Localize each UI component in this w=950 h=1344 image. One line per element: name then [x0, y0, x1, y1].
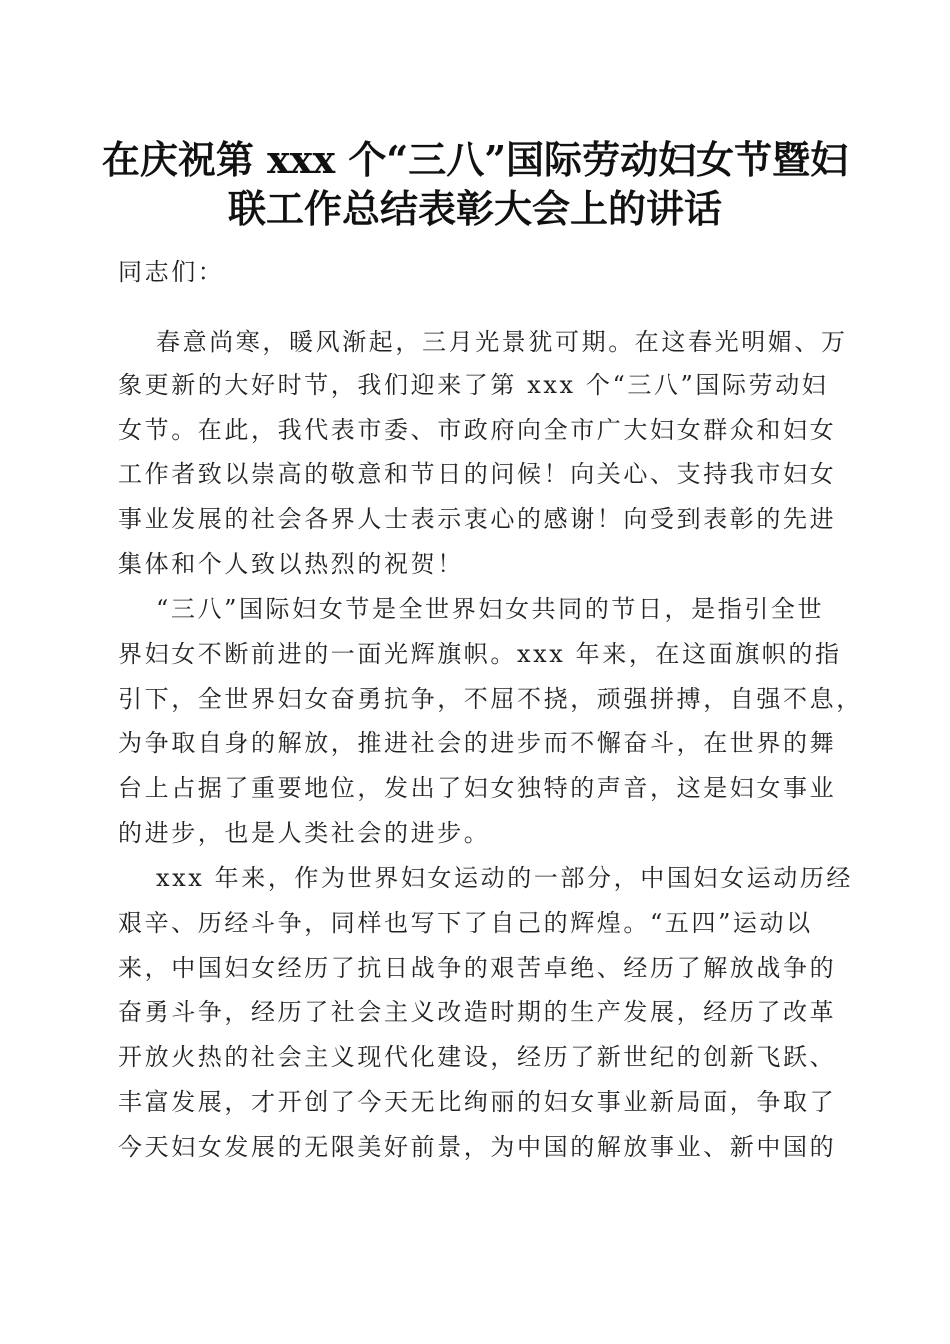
paragraph-2-line-1: “三八”国际妇女节是全世界妇女共同的节日，是指引全世: [156, 595, 825, 623]
paragraph-1-line-5: 事业发展的社会各界人士表示衷心的感谢！向受到表彰的先进: [118, 505, 837, 533]
document-title-line-2: 联工作总结表彰大会上的讲话: [227, 186, 722, 231]
paragraph-2-line-6: 的进步，也是人类社会的进步。: [118, 819, 491, 847]
paragraph-3-line-7: 今天妇女发展的无限美好前景，为中国的解放事业、新中国的: [118, 1133, 837, 1161]
paragraph-3-line-1: xxx 年来，作为世界妇女运动的一部分，中国妇女运动历经: [156, 864, 854, 892]
paragraph-3-line-3: 来，中国妇女经历了抗日战争的艰苦卓绝、经历了解放战争的: [118, 954, 837, 982]
paragraph-3-line-2: 艰辛、历经斗争，同样也写下了自己的辉煌。“五四”运动以: [118, 909, 813, 937]
paragraph-2-line-2: 界妇女不断前进的一面光辉旗帜。xxx 年来，在这面旗帜的指: [118, 640, 842, 668]
paragraph-2-line-5: 台上占据了重要地位，发出了妇女独特的声音，这是妇女事业: [118, 774, 837, 802]
paragraph-1-line-1: 春意尚寒，暖风渐起，三月光景犹可期。在这春光明媚、万: [156, 328, 848, 356]
paragraph-3-line-4: 奋勇斗争，经历了社会主义改造时期的生产发展，经历了改革: [118, 998, 837, 1026]
document-title-line-1: 在庆祝第 xxx 个“三八”国际劳动妇女节暨妇: [101, 137, 849, 182]
paragraph-2-line-4: 为争取自身的解放，推进社会的进步而不懈奋斗，在世界的舞: [118, 729, 837, 757]
paragraph-1-line-4: 工作者致以崇高的敬意和节日的问候！向关心、支持我市妇女: [118, 460, 837, 488]
paragraph-1-line-6: 集体和个人致以热烈的祝贺！: [118, 550, 464, 578]
paragraph-1-line-2: 象更新的大好时节，我们迎来了第 xxx 个“三八”国际劳动妇: [118, 371, 829, 399]
paragraph-2-line-3: 引下，全世界妇女奋勇抗争，不屈不挠，顽强拼搏，自强不息，: [118, 685, 863, 713]
salutation: 同志们：: [118, 258, 225, 286]
paragraph-3-line-6: 丰富发展，才开创了今天无比绚丽的妇女事业新局面，争取了: [118, 1088, 837, 1116]
paragraph-3-line-5: 开放火热的社会主义现代化建设，经历了新世纪的创新飞跃、: [118, 1043, 837, 1071]
paragraph-1-line-3: 女节。在此，我代表市委、市政府向全市广大妇女群众和妇女: [118, 416, 837, 444]
